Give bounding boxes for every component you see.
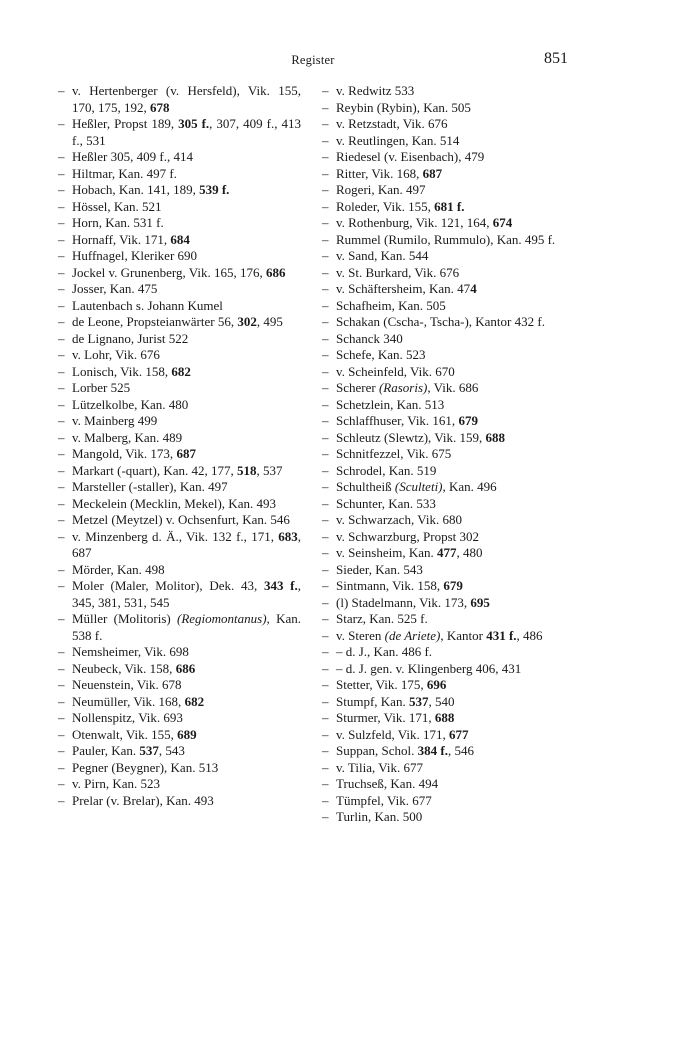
index-entry: [322, 644, 568, 661]
entry-text: v. Redwitz 533: [336, 83, 415, 98]
entry-text: Metzel (Meytzel) v. Ochsenfurt, Kan. 546: [72, 512, 290, 527]
entry-dash: –: [58, 297, 65, 313]
entry-text: Markart (-quart), Kan. 42, 177, 518, 537: [72, 462, 283, 478]
entry-dash: –: [58, 198, 65, 214]
index-entry: [58, 116, 301, 149]
entry-text: Horn, Kan. 531 f.: [72, 215, 164, 230]
entry-text: v. Retzstadt, Vik. 676: [336, 116, 448, 131]
index-entry: [58, 611, 301, 644]
entry-text: v. Hertenberger (v. Hersfeld), Vik. 155, 170, 175, 192, 678: [72, 83, 301, 115]
index-column-left: [58, 83, 301, 809]
index-entry: [58, 760, 301, 777]
entry-dash: –: [58, 330, 65, 346]
entry-dash: –: [322, 198, 329, 214]
index-entry: [58, 364, 301, 381]
entry-text: Lützelkolbe, Kan. 480: [72, 396, 189, 412]
entry-dash: –: [322, 132, 329, 148]
index-entry: [58, 710, 301, 727]
entry-dash: –: [58, 677, 65, 692]
entry-text: v. Schwarzburg, Propst 302: [336, 528, 479, 544]
entry-text: Marsteller (-staller), Kan. 497: [72, 479, 228, 494]
entry-text: Schetzlein, Kan. 513: [336, 396, 445, 412]
entry-dash: –: [322, 743, 329, 758]
entry-dash: –: [58, 446, 65, 461]
entry-dash: –: [58, 413, 65, 428]
entry-dash: –: [58, 776, 65, 791]
index-entry: [58, 331, 301, 348]
index-entry: [58, 727, 301, 744]
index-entry: [322, 611, 568, 628]
entry-text: Pauler, Kan. 537, 543: [72, 743, 185, 758]
index-entry: [322, 331, 568, 348]
entry-text: v. Sulzfeld, Vik. 171, 677: [336, 726, 469, 742]
index-entry: [322, 677, 568, 694]
index-entry: [322, 661, 568, 678]
entry-dash: –: [58, 264, 65, 280]
index-entry: [58, 661, 301, 678]
entry-text: Schafheim, Kan. 505: [336, 297, 446, 313]
entry-dash: –: [322, 792, 329, 808]
entry-text: Schultheiß (Sculteti), Kan. 496: [336, 479, 497, 494]
index-entry: [322, 743, 568, 760]
entry-text: Lautenbach s. Johann Kumel: [72, 297, 223, 313]
entry-text: Huffnagel, Kleriker 690: [72, 248, 198, 263]
index-entry: [322, 512, 568, 529]
index-entry: [58, 298, 301, 315]
index-entry: [58, 314, 301, 331]
index-entry: [58, 578, 301, 611]
entry-dash: –: [322, 660, 329, 676]
entry-text: – d. J. gen. v. Klingenberg 406, 431: [336, 660, 522, 676]
index-entry: [322, 232, 568, 249]
entry-dash: –: [58, 83, 65, 98]
index-entry: [322, 463, 568, 480]
entry-dash: –: [322, 182, 329, 197]
entry-dash: –: [322, 396, 329, 412]
index-entry: [58, 479, 301, 496]
entry-text: Tümpfel, Vik. 677: [336, 792, 432, 808]
entry-text: v. Schäftersheim, Kan. 474: [336, 281, 477, 296]
index-entry: [58, 149, 301, 166]
entry-dash: –: [322, 726, 329, 742]
entry-text: Neubeck, Vik. 158, 686: [72, 660, 196, 676]
entry-dash: –: [322, 380, 329, 395]
entry-text: v. Schwarzach, Vik. 680: [336, 512, 462, 527]
index-entry: [58, 694, 301, 711]
index-entry: [58, 793, 301, 810]
entry-dash: –: [322, 594, 329, 610]
entry-dash: –: [322, 248, 329, 263]
entry-dash: –: [322, 710, 329, 725]
index-entry: [322, 562, 568, 579]
entry-dash: –: [322, 561, 329, 577]
entry-text: Stetter, Vik. 175, 696: [336, 677, 447, 692]
index-entry: [322, 298, 568, 315]
index-entry: [322, 694, 568, 711]
entry-dash: –: [322, 578, 329, 593]
entry-dash: –: [58, 726, 65, 742]
entry-text: v. Scheinfeld, Vik. 670: [336, 363, 455, 379]
entry-dash: –: [322, 363, 329, 379]
index-entry: [58, 232, 301, 249]
entry-text: Meckelein (Mecklin, Mekel), Kan. 493: [72, 495, 276, 511]
entry-dash: –: [58, 248, 65, 263]
entry-dash: –: [322, 429, 329, 445]
entry-dash: –: [58, 561, 65, 577]
entry-text: Moler (Maler, Molitor), Dek. 43, 343 f., 345, 381, 531, 545: [72, 578, 301, 610]
index-entry: [322, 100, 568, 117]
index-entry: [322, 397, 568, 414]
entry-dash: –: [58, 660, 65, 676]
entry-dash: –: [322, 776, 329, 791]
index-entry: [322, 595, 568, 612]
entry-dash: –: [322, 627, 329, 643]
index-entry: [322, 545, 568, 562]
entry-text: Ritter, Vik. 168, 687: [336, 165, 443, 181]
entry-text: Sieder, Kan. 543: [336, 561, 423, 577]
index-entry: [58, 265, 301, 282]
index-entry: [58, 496, 301, 513]
entry-text: Schlaffhuser, Vik. 161, 679: [336, 413, 478, 428]
index-entry: [58, 562, 301, 579]
entry-text: v. Rothenburg, Vik. 121, 164, 674: [336, 215, 513, 230]
entry-dash: –: [322, 644, 329, 659]
index-entry: [322, 314, 568, 331]
entry-text: de Leone, Propsteianwärter 56, 302, 495: [72, 314, 283, 329]
entry-text: Neumüller, Vik. 168, 682: [72, 693, 205, 709]
entry-text: v. Pirn, Kan. 523: [72, 776, 160, 791]
entry-text: Reybin (Rybin), Kan. 505: [336, 99, 471, 115]
index-entry: [322, 809, 568, 826]
index-entry: [322, 347, 568, 364]
entry-text: Neuenstein, Vik. 678: [72, 677, 182, 692]
index-entry: [322, 133, 568, 150]
entry-dash: –: [322, 693, 329, 709]
entry-dash: –: [322, 330, 329, 346]
index-entry: [322, 479, 568, 496]
entry-text: Starz, Kan. 525 f.: [336, 611, 428, 626]
entry-text: Hiltmar, Kan. 497 f.: [72, 165, 177, 181]
entry-text: v. Minzenberg d. Ä., Vik. 132 f., 171, 683, 687: [72, 528, 301, 560]
entry-dash: –: [58, 396, 65, 412]
index-entry: [58, 413, 301, 430]
entry-text: Turlin, Kan. 500: [336, 809, 423, 824]
entry-text: Truchseß, Kan. 494: [336, 776, 439, 791]
entry-text: de Lignano, Jurist 522: [72, 330, 189, 346]
entry-dash: –: [58, 182, 65, 197]
index-entry: [322, 446, 568, 463]
entry-text: Heßler, Propst 189, 305 f., 307, 409 f., 413 f., 531: [72, 116, 301, 148]
entry-dash: –: [322, 462, 329, 478]
index-entry: [322, 529, 568, 546]
entry-text: Rogeri, Kan. 497: [336, 182, 426, 197]
entry-dash: –: [58, 462, 65, 478]
entry-text: v. Sand, Kan. 544: [336, 248, 429, 263]
entry-text: v. Mainberg 499: [72, 413, 158, 428]
index-entry: [58, 215, 301, 232]
entry-dash: –: [322, 347, 329, 362]
entry-text: Riedesel (v. Eisenbach), 479: [336, 149, 485, 164]
index-entry: [322, 380, 568, 397]
index-entry: [322, 413, 568, 430]
index-entry: [322, 149, 568, 166]
index-entry: [322, 116, 568, 133]
running-head: Register: [291, 53, 335, 67]
entry-text: Roleder, Vik. 155, 681 f.: [336, 198, 465, 214]
entry-dash: –: [58, 380, 65, 395]
entry-dash: –: [58, 710, 65, 725]
entry-text: Schleutz (Slewtz), Vik. 159, 688: [336, 429, 506, 445]
entry-dash: –: [322, 495, 329, 511]
index-entry: [322, 265, 568, 282]
entry-dash: –: [322, 479, 329, 494]
entry-dash: –: [322, 677, 329, 692]
entry-dash: –: [58, 528, 65, 544]
entry-text: Schakan (Cscha-, Tscha-), Kantor 432 f.: [336, 314, 545, 329]
index-entry: [58, 248, 301, 265]
index-entry: [58, 347, 301, 364]
entry-dash: –: [58, 479, 65, 494]
entry-text: Jockel v. Grunenberg, Vik. 165, 176, 686: [72, 264, 286, 280]
entry-text: Hobach, Kan. 141, 189, 539 f.: [72, 182, 230, 197]
entry-dash: –: [322, 83, 329, 98]
entry-text: v. Lohr, Vik. 676: [72, 347, 160, 362]
entry-text: Josser, Kan. 475: [72, 281, 158, 296]
entry-dash: –: [322, 759, 329, 775]
entry-text: (l) Stadelmann, Vik. 173, 695: [336, 594, 490, 610]
index-entry: [58, 182, 301, 199]
entry-text: Suppan, Schol. 384 f., 546: [336, 743, 474, 758]
entry-text: Scherer (Rasoris), Vik. 686: [336, 380, 479, 395]
entry-dash: –: [58, 231, 65, 247]
index-entry: [58, 166, 301, 183]
index-entry: [58, 776, 301, 793]
entry-text: Hössel, Kan. 521: [72, 198, 162, 214]
entry-dash: –: [58, 693, 65, 709]
entry-text: v. Malberg, Kan. 489: [72, 429, 183, 445]
entry-dash: –: [58, 429, 65, 445]
entry-dash: –: [322, 165, 329, 181]
entry-dash: –: [58, 759, 65, 775]
entry-dash: –: [322, 314, 329, 329]
entry-dash: –: [322, 297, 329, 313]
entry-text: v. St. Burkard, Vik. 676: [336, 264, 460, 280]
entry-dash: –: [58, 644, 65, 659]
index-entry: [322, 199, 568, 216]
entry-text: Nollenspitz, Vik. 693: [72, 710, 183, 725]
entry-dash: –: [322, 116, 329, 131]
entry-dash: –: [322, 528, 329, 544]
entry-dash: –: [58, 314, 65, 329]
index-entry: [322, 793, 568, 810]
index-entry: [322, 727, 568, 744]
entry-dash: –: [322, 809, 329, 824]
entry-dash: –: [58, 215, 65, 230]
index-entry: [322, 248, 568, 265]
entry-text: Heßler 305, 409 f., 414: [72, 149, 193, 164]
index-entry: [58, 529, 301, 562]
entry-text: Nemsheimer, Vik. 698: [72, 644, 189, 659]
entry-text: Otenwalt, Vik. 155, 689: [72, 726, 197, 742]
index-entry: [322, 215, 568, 232]
entry-dash: –: [322, 149, 329, 164]
entry-dash: –: [322, 99, 329, 115]
entry-dash: –: [58, 611, 65, 626]
entry-text: v. Steren (de Ariete), Kantor 431 f., 486: [336, 627, 543, 643]
index-entry: [322, 776, 568, 793]
entry-dash: –: [322, 231, 329, 247]
entry-text: Rummel (Rumilo, Rummulo), Kan. 495 f.: [336, 231, 556, 247]
entry-dash: –: [322, 264, 329, 280]
entry-dash: –: [58, 281, 65, 296]
index-entry: [322, 281, 568, 298]
entry-text: Pegner (Beygner), Kan. 513: [72, 759, 219, 775]
index-entry: [58, 430, 301, 447]
entry-text: Schnitfezzel, Vik. 675: [336, 446, 452, 461]
entry-text: Prelar (v. Brelar), Kan. 493: [72, 792, 214, 808]
index-entry: [58, 644, 301, 661]
entry-dash: –: [58, 347, 65, 362]
index-column-right: [322, 83, 568, 826]
entry-dash: –: [58, 165, 65, 181]
index-entry: [58, 281, 301, 298]
index-entry: [322, 166, 568, 183]
entry-text: Schanck 340: [336, 330, 403, 346]
index-entry: [58, 397, 301, 414]
entry-text: – d. J., Kan. 486 f.: [336, 644, 433, 659]
index-entry: [58, 83, 301, 116]
entry-text: Schefe, Kan. 523: [336, 347, 426, 362]
entry-text: Mörder, Kan. 498: [72, 561, 165, 577]
index-entry: [58, 380, 301, 397]
entry-dash: –: [322, 545, 329, 560]
index-entry: [322, 578, 568, 595]
index-entry: [322, 710, 568, 727]
entry-dash: –: [322, 413, 329, 428]
index-entry: [58, 677, 301, 694]
entry-text: Stumpf, Kan. 537, 540: [336, 693, 455, 709]
entry-text: Müller (Molitoris) (Regiomontanus), Kan. 538 f.: [72, 611, 301, 643]
entry-dash: –: [322, 446, 329, 461]
page-header: [58, 50, 568, 72]
entry-text: v. Seinsheim, Kan. 477, 480: [336, 545, 483, 560]
index-entry: [58, 743, 301, 760]
entry-dash: –: [58, 495, 65, 511]
entry-text: Lorber 525: [72, 380, 131, 395]
index-entry: [322, 182, 568, 199]
entry-text: v. Reutlingen, Kan. 514: [336, 132, 460, 148]
index-entry: [58, 512, 301, 529]
entry-dash: –: [58, 149, 65, 164]
entry-text: Mangold, Vik. 173, 687: [72, 446, 196, 461]
entry-text: Schunter, Kan. 533: [336, 495, 436, 511]
index-entry: [322, 430, 568, 447]
entry-dash: –: [322, 512, 329, 527]
index-entry: [322, 83, 568, 100]
page-number: 851: [544, 50, 568, 67]
entry-text: v. Tilia, Vik. 677: [336, 759, 423, 775]
entry-dash: –: [58, 578, 65, 593]
entry-text: Sturmer, Vik. 171, 688: [336, 710, 455, 725]
index-entry: [58, 446, 301, 463]
entry-dash: –: [58, 743, 65, 758]
entry-dash: –: [58, 792, 65, 808]
entry-text: Schrodel, Kan. 519: [336, 462, 437, 478]
index-entry: [322, 496, 568, 513]
entry-dash: –: [58, 116, 65, 131]
entry-dash: –: [322, 215, 329, 230]
entry-text: Lonisch, Vik. 158, 682: [72, 363, 191, 379]
index-entry: [322, 628, 568, 645]
index-entry: [58, 463, 301, 480]
entry-dash: –: [58, 512, 65, 527]
entry-text: Hornaff, Vik. 171, 684: [72, 231, 190, 247]
index-entry: [322, 364, 568, 381]
entry-dash: –: [322, 611, 329, 626]
entry-text: Sintmann, Vik. 158, 679: [336, 578, 463, 593]
entry-dash: –: [58, 363, 65, 379]
entry-dash: –: [322, 281, 329, 296]
index-entry: [322, 760, 568, 777]
index-entry: [58, 199, 301, 216]
